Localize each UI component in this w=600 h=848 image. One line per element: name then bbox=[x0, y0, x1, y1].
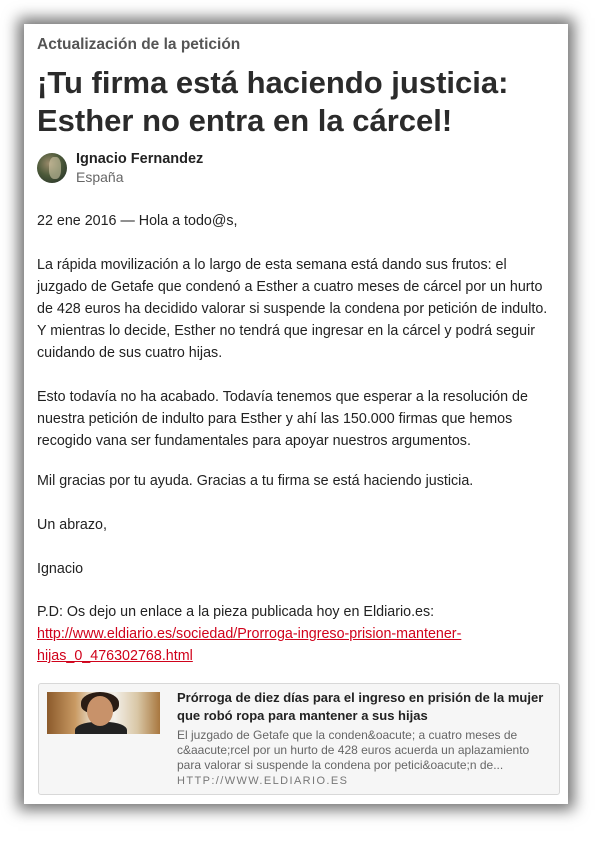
headline-line-2: Esther no entra en la cárcel! bbox=[37, 103, 453, 138]
paragraph-2: Esto todavía no ha acabado. Todavía tenemos que esperar a la resolución de nuestra petición de indulto para Esther y ahí las 150.000 firmas que hemos recogido vana ser fundamentales para apoyar nuestros argumentos. bbox=[37, 389, 528, 449]
pd-text: P.D: Os dejo un enlace a la pieza publicada hoy en Eldiario.es: bbox=[37, 604, 435, 620]
article-link-line-1[interactable]: http://www.eldiario.es/sociedad/Prorroga-ingreso-prision-mantener- bbox=[37, 626, 462, 642]
article-thumbnail[interactable] bbox=[47, 692, 160, 734]
article-link-line-2[interactable]: hijas_0_476302768.html bbox=[37, 648, 193, 664]
preview-source[interactable]: HTTP://WWW.ELDIARIO.ES bbox=[177, 775, 349, 787]
preview-title[interactable]: Prórroga de diez días para el ingreso en prisión de la mujer que robó ropa para mantener a sus hijas bbox=[177, 690, 544, 723]
author-block bbox=[37, 150, 203, 186]
link-preview-card[interactable] bbox=[38, 683, 560, 795]
update-label: Actualización de la petición bbox=[37, 36, 241, 53]
avatar[interactable] bbox=[37, 153, 67, 183]
article-link-block bbox=[37, 623, 557, 667]
preview-description: El juzgado de Getafe que la conden&oacute; a cuatro meses de c&aacute;rcel por un hurto de 428 euros acuerda un aplazamiento para valorar si suspende la condena por petici&oacute;n de... bbox=[177, 728, 530, 772]
author-name[interactable]: Ignacio Fernandez bbox=[76, 151, 204, 167]
paragraph-1: La rápida movilización a lo largo de esta semana está dando sus frutos: el juzgado de Getafe que condenó a Esther a cuatro meses de cárcel por un hurto de 428 euros ha decidido valorar si suspende la condena por petición de indulto. Y mientras lo decide, Esther no tendrá que ingresar en la cárcel y podrá seguir cuidando de sus cuatro hijas. bbox=[37, 257, 548, 361]
petition-update-card bbox=[24, 24, 568, 804]
signature-text: Ignacio bbox=[37, 561, 84, 577]
paragraph-3: Mil gracias por tu ayuda. Gracias a tu firma se está haciendo justicia. bbox=[37, 473, 474, 489]
headline-line-1: ¡Tu firma está haciendo justicia: bbox=[37, 65, 509, 100]
greeting-text: 22 ene 2016 — Hola a todo@s, bbox=[37, 213, 238, 229]
update-headline bbox=[37, 64, 557, 140]
author-country: España bbox=[76, 169, 124, 185]
closing-text: Un abrazo, bbox=[37, 517, 107, 533]
author-info bbox=[76, 150, 203, 186]
